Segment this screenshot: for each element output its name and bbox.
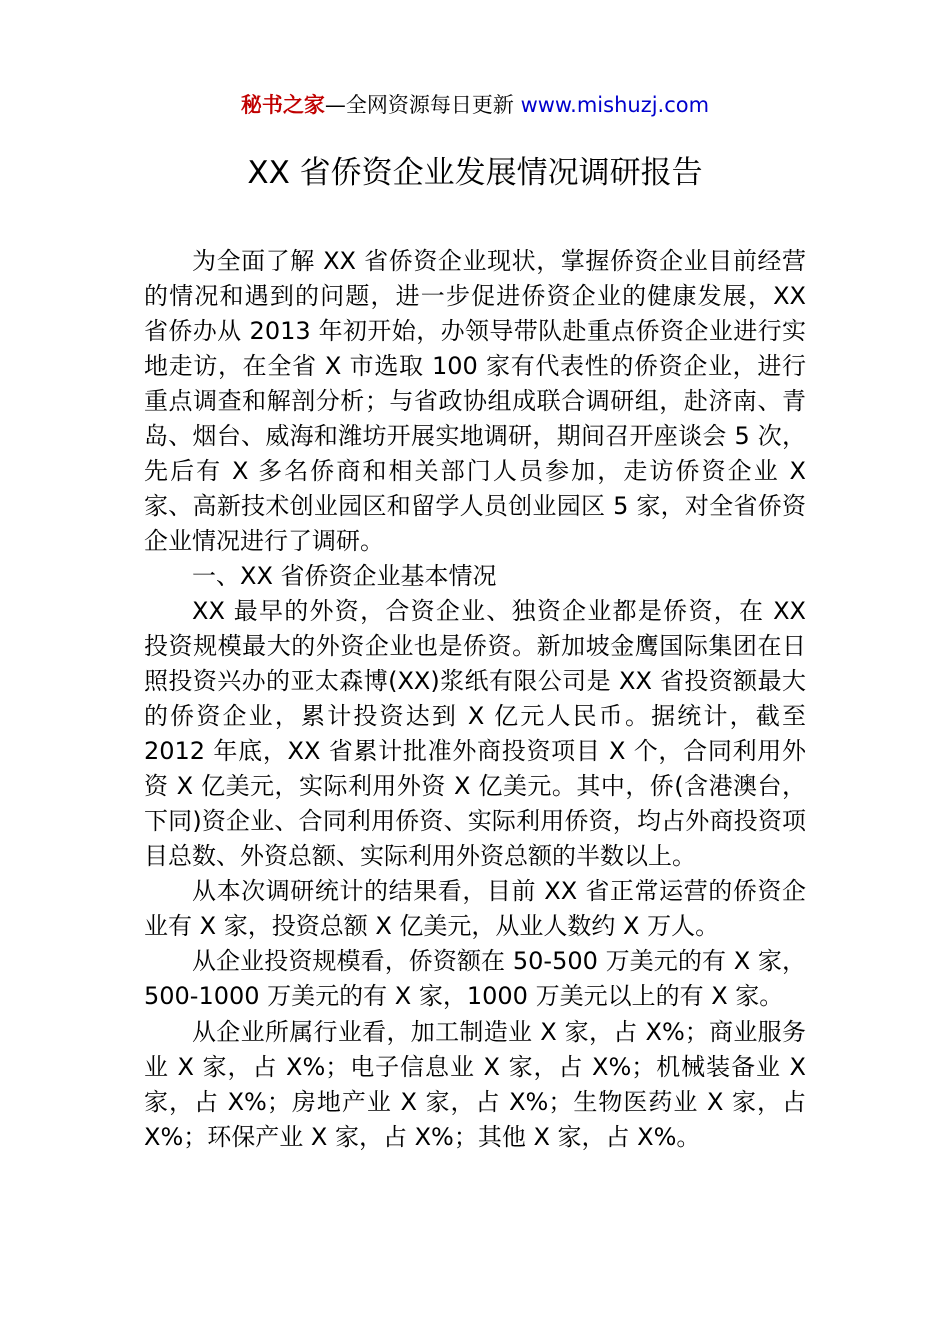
section-heading-1: 一、XX 省侨资企业基本情况 xyxy=(192,562,497,590)
document-title: XX 省侨资企业发展情况调研报告 xyxy=(247,155,703,191)
paragraph-intro: 为全面了解 XX 省侨资企业现状，掌握侨资企业目前经营的情况和遇到的问题，进一步促进侨资企业的健康发展，XX 省侨办从 2013 年初开始，办领导带队赴重点侨资企业进行实地走访，在全省 X 市选取 100 家有代表性的侨资企业，进行重点调查和解剖分析；与省政协组成联合调研组，赴济南、青岛、烟台、威海和潍坊开展实地调研，期间召开座谈会 5 次，先后有 X 多名侨商和相关部门人员参加，走访侨资企业 X 家、高新技术创业园区和留学人员创业园区 5 家，对全省侨资企业情况进行了调研。 xyxy=(144,247,806,555)
document-body xyxy=(144,244,806,1155)
site-header xyxy=(0,88,950,122)
paragraph-industry: 从企业所属行业看，加工制造业 X 家，占 X%；商业服务业 X 家，占 X%；电子信息业 X 家，占 X%；机械装备业 X 家，占 X%；房地产业 X 家，占 X%；生物医药业 X 家，占 X%；环保产业 X 家，占 X%；其他 X 家，占 X%。 xyxy=(144,1018,806,1151)
paragraph-overview: XX 最早的外资，合资企业、独资企业都是侨资，在 XX 投资规模最大的外资企业也是侨资。新加坡金鹰国际集团在日照投资兴办的亚太森博(XX)浆纸有限公司是 XX 省投资额最大的侨资企业，累计投资达到 X 亿元人民币。据统计，截至 2012 年底，XX 省累计批准外商投资项目 X 个，合同利用外资 X 亿美元，实际利用外资 X 亿美元。其中，侨(含港澳台，下同)资企业、合同利用侨资、实际利用侨资，均占外商投资项目总数、外资总额、实际利用外资总额的半数以上。 xyxy=(144,597,806,870)
site-tagline: —全网资源每日更新 xyxy=(324,93,514,117)
site-brand: 秘书之家 xyxy=(240,93,325,117)
paragraph-survey-result: 从本次调研统计的结果看，目前 XX 省正常运营的侨资企业有 X 家，投资总额 X 亿美元，从业人数约 X 万人。 xyxy=(144,877,806,940)
paragraph-investment-scale: 从企业投资规模看，侨资额在 50-500 万美元的有 X 家，500-1000 万美元的有 X 家，1000 万美元以上的有 X 家。 xyxy=(144,947,806,1010)
site-url-link[interactable]: www.mishuzj.com xyxy=(520,93,710,117)
